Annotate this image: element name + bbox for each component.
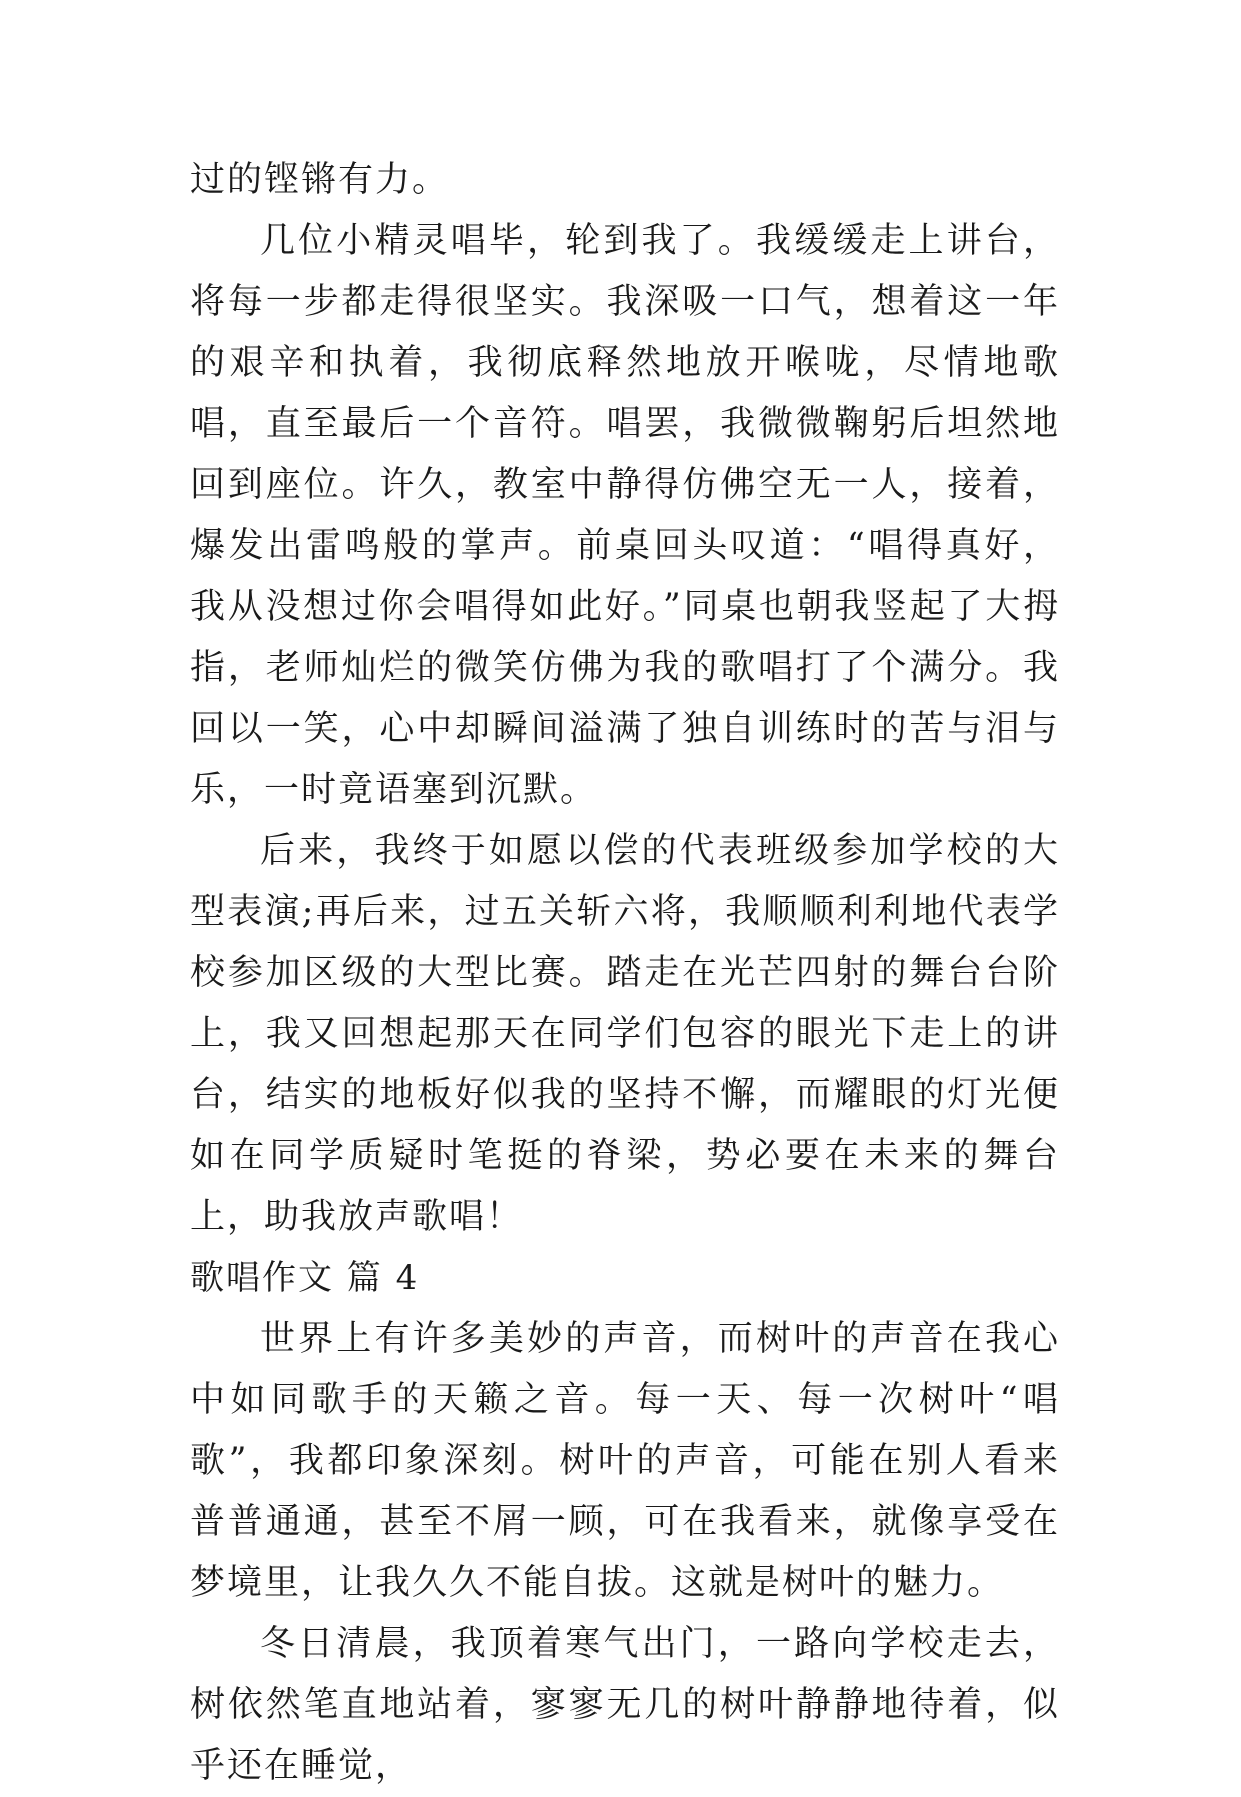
document-body — [190, 150, 1060, 1797]
paragraph-later: 后来，我终于如愿以偿的代表班级参加学校的大型表演;再后来，过五关斩六将，我顺顺利利地代表学校参加区级的大型比赛。踏走在光芒四射的舞台台阶上，我又回想起那天在同学们包容的眼光下走上的讲台，结实的地板好似我的坚持不懈，而耀眼的灯光便如在同学质疑时笔挺的脊梁，势必要在未来的舞台上，助我放声歌唱！ — [190, 831, 1060, 1237]
paragraph-winter-morning: 冬日清晨，我顶着寒气出门，一路向学校走去，树依然笔直地站着，寥寥无几的树叶静静地待着，似乎还在睡觉， — [190, 1624, 1060, 1786]
section-heading: 歌唱作文 篇 4 — [190, 1258, 420, 1298]
paragraph-leaves-intro: 世界上有许多美妙的声音，而树叶的声音在我心中如同歌手的天籁之音。每一天、每一次树叶“唱歌”，我都印象深刻。树叶的声音，可能在别人看来普普通通，甚至不屑一顾，可在我看来，就像享受在梦境里，让我久久不能自拔。这就是树叶的魅力。 — [190, 1319, 1060, 1603]
paragraph-continuation: 过的铿锵有力。 — [190, 160, 450, 200]
paragraph-performance: 几位小精灵唱毕，轮到我了。我缓缓走上讲台，将每一步都走得很坚实。我深吸一口气，想着这一年的艰辛和执着，我彻底释然地放开喉咙，尽情地歌唱，直至最后一个音符。唱罢，我微微鞠躬后坦然地回到座位。许久，教室中静得仿佛空无一人，接着，爆发出雷鸣般的掌声。前桌回头叹道：“唱得真好，我从没想过你会唱得如此好。”同桌也朝我竖起了大拇指，老师灿烂的微笑仿佛为我的歌唱打了个满分。我回以一笑，心中却瞬间溢满了独自训练时的苦与泪与乐，一时竟语塞到沉默。 — [190, 221, 1060, 810]
